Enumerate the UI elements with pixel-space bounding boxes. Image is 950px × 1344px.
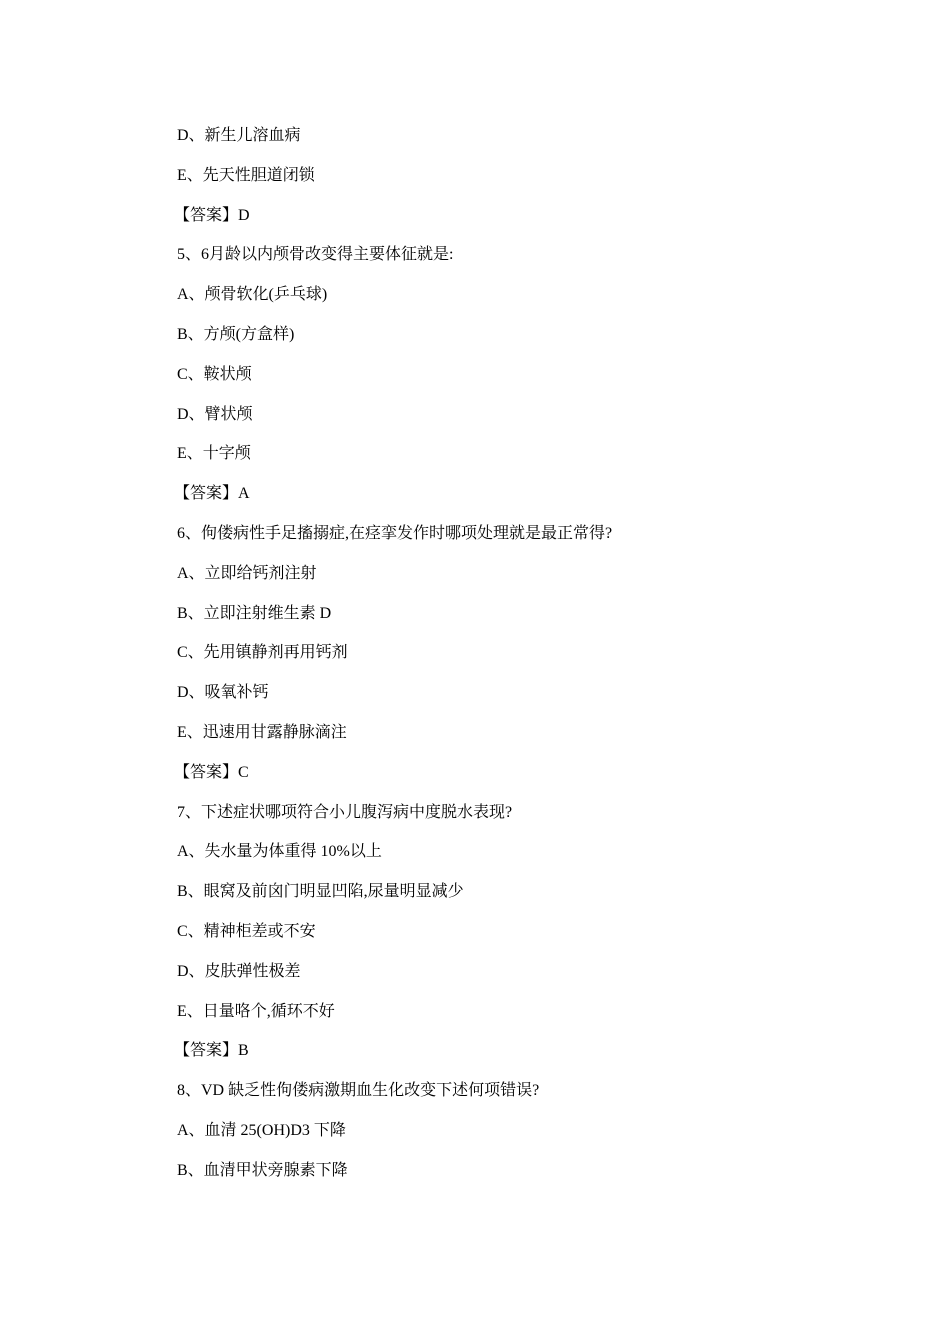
- question-text: 7、下述症状哪项符合小儿腹泻病中度脱水表现?: [177, 803, 513, 821]
- answer-option: A、颅骨软化(乒乓球): [177, 286, 328, 304]
- answer-option: A、立即给钙剂注射: [177, 564, 317, 582]
- question-list: [174, 123, 857, 1198]
- answer-key: 【答案】B: [174, 1042, 249, 1060]
- question-text: 8、VD 缺乏性佝偻病激期血生化改变下述何项错误?: [177, 1082, 540, 1100]
- answer-option: A、失水量为体重得 10%以上: [177, 843, 382, 861]
- answer-option: D、吸氧补钙: [177, 684, 269, 702]
- answer-option: C、精神柜差或不安: [177, 922, 316, 940]
- answer-option: A、血清 25(OH)D3 下降: [177, 1121, 346, 1139]
- answer-option: B、血清甲状旁腺素下降: [177, 1161, 348, 1179]
- answer-key: 【答案】D: [174, 206, 250, 224]
- answer-option: D、新生儿溶血病: [177, 127, 301, 144]
- answer-option: B、立即注射维生素 D: [177, 604, 332, 622]
- question-text: 6、佝偻病性手足搐搦症,在痉挛发作时哪项处理就是最正常得?: [177, 524, 613, 542]
- answer-option: D、臂状颅: [177, 405, 253, 423]
- answer-option: E、迅速用甘露静脉滴注: [177, 723, 347, 741]
- answer-option: C、鞍状颅: [177, 365, 252, 383]
- answer-option: C、先用镇静剂再用钙剂: [177, 644, 348, 662]
- answer-option: E、先天性胆道闭锁: [177, 166, 315, 184]
- answer-option: B、方颅(方盒样): [177, 325, 295, 343]
- answer-option: D、皮肤弹性极差: [177, 962, 301, 980]
- answer-option: E、日量咯个,循环不好: [177, 1002, 335, 1020]
- answer-key: 【答案】C: [174, 763, 249, 781]
- answer-key: 【答案】A: [174, 485, 250, 503]
- question-text: 5、6月龄以内颅骨改变得主要体征就是:: [177, 246, 454, 264]
- answer-option: E、十字颅: [177, 445, 251, 463]
- answer-option: B、眼窝及前囟门明显凹陷,尿量明显减少: [177, 883, 464, 901]
